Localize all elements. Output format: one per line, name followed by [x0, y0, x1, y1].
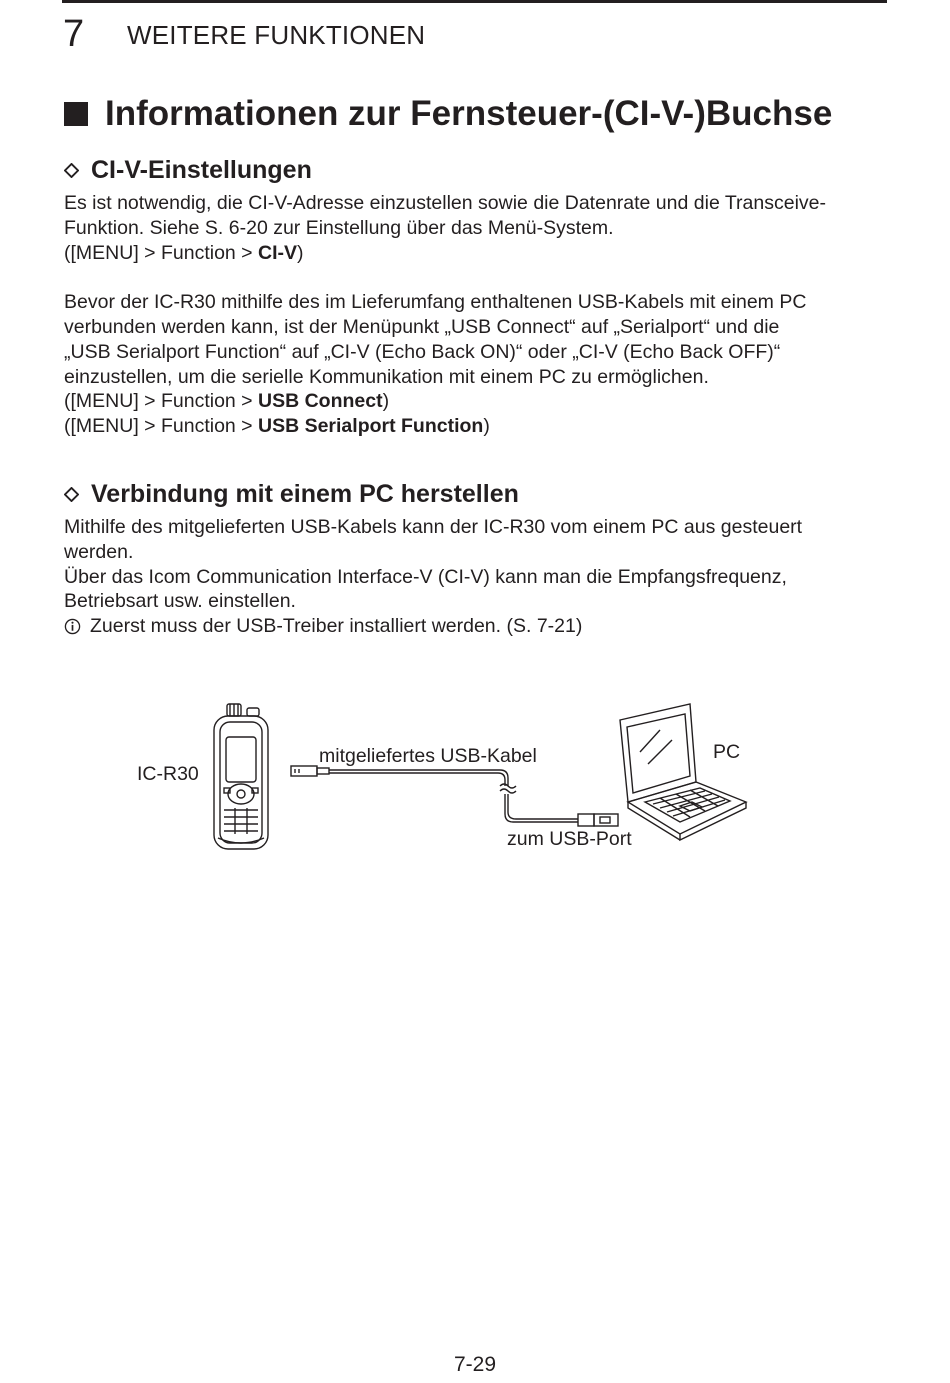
page-number: 7-29 [453, 1353, 497, 1376]
subsection-civ-settings [64, 155, 312, 185]
section-title-text: Informationen zur Fernsteuer-(CI-V-)Buchse [105, 94, 833, 133]
menu-path-civ [64, 241, 894, 266]
pc-label: PC [713, 741, 741, 763]
connection-diagram [120, 690, 780, 870]
chapter-number: 7 [63, 13, 85, 55]
menu-item-civ: CI-V [257, 241, 297, 264]
civ-para2-line1: Bevor der IC-R30 mithilfe des im Lieferumfang enthaltenen USB-Kabels mit einem PC [64, 291, 807, 314]
header-rule [62, 0, 887, 3]
subsection-pc-connection [64, 479, 519, 509]
pc-line4: Betriebsart usw. einstellen. [64, 590, 296, 613]
black-square-icon [64, 102, 88, 126]
usb-cable [291, 766, 618, 826]
laptop-illustration [620, 704, 746, 840]
radio-label: IC-R30 [137, 763, 199, 785]
civ-para2-line4: einzustellen, um die serielle Kommunikation mit einem PC zu ermöglichen. [64, 365, 709, 388]
chapter-title: WEITERE FUNKTIONEN [127, 20, 426, 50]
menu-path-usb-serialport [64, 414, 894, 439]
civ-para2-line3: „USB Serialport Function“ auf „CI-V (Echo Back ON)“ oder „CI-V (Echo Back OFF)“ [64, 340, 781, 363]
closing-paren: ) [296, 241, 304, 264]
menu-item-usb-connect: USB Connect [257, 390, 383, 413]
menu-item-usb-serialport-function: USB Serialport Function [257, 415, 484, 438]
civ-para1-line2: Funktion. Siehe S. 6-20 zur Einstellung über das Menü-System. [64, 216, 614, 239]
diamond-icon [64, 163, 79, 178]
closing-paren: ) [382, 390, 390, 413]
pc-connection-body [64, 515, 894, 639]
note-text: Zuerst muss der USB-Treiber installiert werden. (S. 7-21) [90, 615, 583, 638]
cable-label: mitgeliefertes USB-Kabel [319, 745, 537, 767]
radio-illustration [214, 704, 268, 849]
pc-line3: Über das Icom Communication Interface-V (CI-V) kann man die Empfangsfrequenz, [64, 565, 787, 588]
menu-path-prefix: ([MENU] > Function > [64, 390, 258, 413]
pc-line1: Mithilfe des mitgelieferten USB-Kabels kann der IC-R30 vom einem PC aus gesteuert [64, 516, 803, 538]
civ-para2-line2: verbunden werden kann, ist der Menüpunkt „USB Connect“ auf „Serialport“ und die [64, 315, 780, 338]
menu-path-prefix: ([MENU] > Function > [64, 415, 258, 438]
pc-line2: werden. [64, 540, 134, 563]
connection-diagram-svg [120, 690, 780, 870]
civ-para1-line1: Es ist notwendig, die CI-V-Adresse einzustellen sowie die Datenrate und die Transceive- [64, 192, 826, 214]
menu-path-prefix: ([MENU] > Function > [64, 241, 258, 264]
menu-path-usb-connect [64, 389, 894, 414]
subsection-pc-title: Verbindung mit einem PC herstellen [91, 480, 519, 508]
subsection-civ-title: CI-V-Einstellungen [91, 156, 312, 184]
port-label: zum USB-Port [507, 828, 632, 850]
closing-paren: ) [483, 415, 490, 438]
note-line [64, 614, 894, 639]
info-icon [64, 618, 81, 635]
diamond-icon [64, 487, 79, 502]
civ-settings-body [64, 191, 894, 439]
section-title [64, 94, 832, 134]
